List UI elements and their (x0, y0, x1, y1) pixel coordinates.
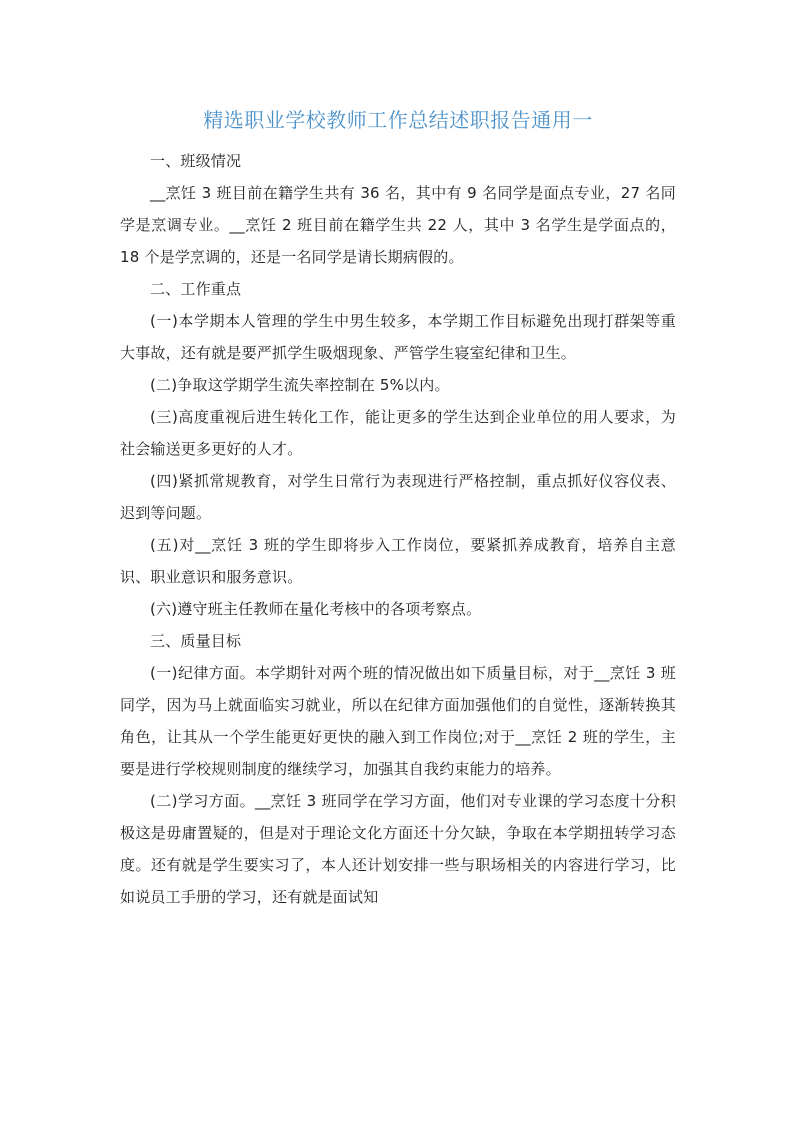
document-body (120, 145, 676, 913)
document-title: 精选职业学校教师工作总结述职报告通用一 (203, 108, 593, 132)
section-heading-class-situation: 一、班级情况 (150, 152, 242, 170)
document-page (120, 0, 676, 913)
section-heading-work-focus: 二、工作重点 (150, 280, 242, 298)
paragraph-class-situation: __烹饪 3 班目前在籍学生共有 36 名，其中有 9 名同学是面点专业，27 名同学是烹调专业。__烹饪 2 班目前在籍学生共 22 人，其中 3 名学生是学面点的，18 个是学烹调的，还是一名同学是请长期病假的。 (120, 184, 676, 266)
paragraph-focus-6: (六)遵守班主任教师在量化考核中的各项考察点。 (150, 600, 482, 618)
paragraph-goal-study: (二)学习方面。__烹饪 3 班同学在学习方面，他们对专业课的学习态度十分积极这是毋庸置疑的，但是对于理论文化方面还十分欠缺，争取在本学期扭转学习态度。还有就是学生要实习了，本人还计划安排一些与职场相关的内容进行学习，比如说员工手册的学习，还有就是面试知 (120, 792, 676, 906)
paragraph-focus-4: (四)紧抓常规教育，对学生日常行为表现进行严格控制，重点抓好仪容仪表、迟到等问题。 (120, 472, 676, 522)
section-heading-quality-goals: 三、质量目标 (150, 632, 242, 650)
paragraph-goal-discipline: (一)纪律方面。本学期针对两个班的情况做出如下质量目标，对于__烹饪 3 班同学，因为马上就面临实习就业，所以在纪律方面加强他们的自觉性，逐渐转换其角色，让其从一个学生能更好更快的融入到工作岗位;对于__烹饪 2 班的学生，主要是进行学校规则制度的继续学习，加强其自我约束能力的培养。 (120, 664, 676, 778)
paragraph-focus-5: (五)对__烹饪 3 班的学生即将步入工作岗位，要紧抓养成教育，培养自主意识、职业意识和服务意识。 (120, 536, 676, 586)
paragraph-focus-2: (二)争取这学期学生流失率控制在 5%以内。 (150, 376, 450, 394)
paragraph-focus-3: (三)高度重视后进生转化工作，能让更多的学生达到企业单位的用人要求，为社会输送更多更好的人才。 (120, 408, 676, 458)
paragraph-focus-1: (一)本学期本人管理的学生中男生较多，本学期工作目标避免出现打群架等重大事故，还有就是要严抓学生吸烟现象、严管学生寝室纪律和卫生。 (120, 312, 676, 362)
